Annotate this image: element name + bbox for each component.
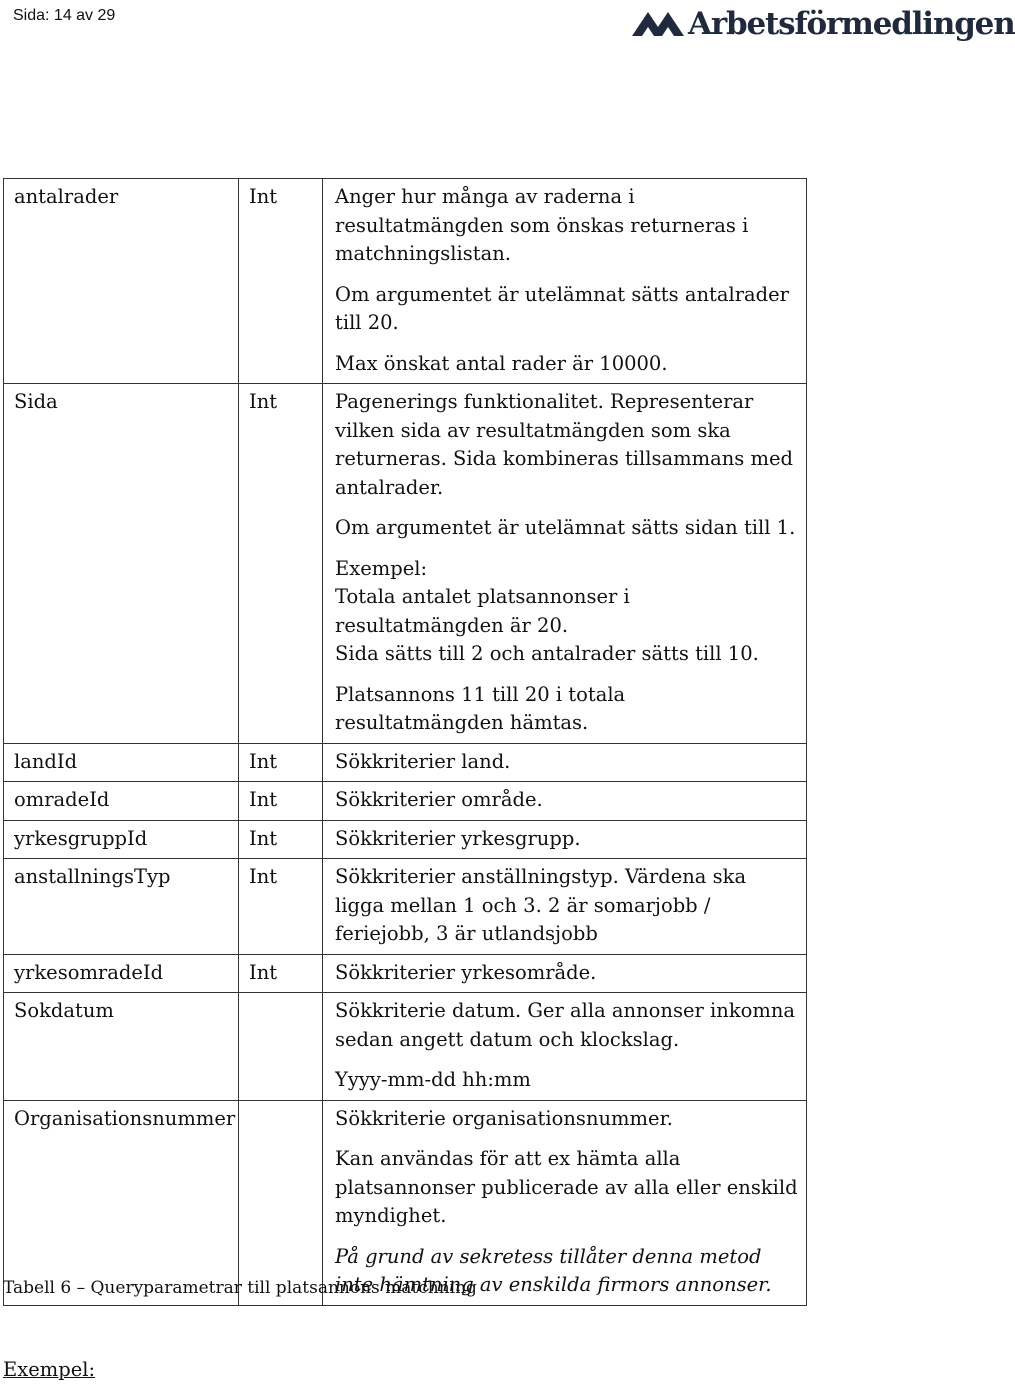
section-heading: Exempel:	[3, 1358, 96, 1381]
parameter-description	[323, 1100, 807, 1305]
logo-text: Arbetsförmedlingen	[688, 6, 1015, 42]
description-paragraph: Sida sätts till 2 och antalrader sätts till 10.	[335, 642, 759, 665]
description-paragraph: På grund av sekretess tillåter denna metod inte hämtning av enskilda firmors annonser.	[335, 1244, 772, 1296]
parameter-type: Int	[239, 743, 323, 782]
parameter-name: Sida	[4, 384, 239, 744]
description-paragraph: Sökkriterie organisationsnummer.	[335, 1106, 673, 1130]
parameter-type: Int	[239, 820, 323, 859]
description-paragraph: Yyyy-mm-dd hh:mm	[335, 1068, 531, 1091]
parameter-name: yrkesgruppId	[4, 820, 239, 859]
description-paragraph: Sökkriterier område.	[335, 788, 543, 811]
description-paragraph: Sökkriterier yrkesgrupp.	[335, 826, 581, 850]
parameter-type	[239, 993, 323, 1101]
description-paragraph: Exempel:	[335, 556, 428, 580]
query-parameter-table	[3, 178, 807, 1306]
description-paragraph: Sökkriterier anställningstyp. Värdena ska ligga mellan 1 och 3. 2 är somarjobb / feriejobb, 3 är utlandsjobb	[335, 865, 747, 945]
parameter-description	[323, 859, 807, 955]
parameter-description	[323, 179, 807, 384]
description-paragraph: Om argumentet är utelämnat sätts antalrader till 20.	[335, 282, 790, 334]
arbetsformedlingen-logo-icon	[630, 6, 686, 42]
parameter-name: yrkesomradeId	[4, 954, 239, 993]
parameter-description	[323, 820, 807, 859]
table-row	[4, 993, 807, 1101]
description-paragraph: Platsannons 11 till 20 i totala resultatmängden hämtas.	[335, 682, 626, 734]
parameter-type: Int	[239, 179, 323, 384]
table-row	[4, 179, 807, 384]
parameter-name: Sokdatum	[4, 993, 239, 1101]
parameter-type: Int	[239, 782, 323, 821]
parameter-type: Int	[239, 859, 323, 955]
description-paragraph: Max önskat antal rader är 10000.	[335, 351, 668, 375]
parameter-type: Int	[239, 384, 323, 744]
page-number: Sida: 14 av 29	[13, 7, 116, 24]
parameter-description	[323, 993, 807, 1101]
parameter-type: Int	[239, 954, 323, 993]
parameter-name: antalrader	[4, 179, 239, 384]
description-paragraph: Sökkriterier land.	[335, 749, 511, 773]
table-row	[4, 384, 807, 744]
description-paragraph: Totala antalet platsannonser i resultatmängden är 20.	[335, 585, 630, 637]
table-caption: Tabell 6 – Queryparametrar till platsannons matchning	[3, 1278, 477, 1298]
parameter-type	[239, 1100, 323, 1305]
description-paragraph: Kan användas för att ex hämta alla platsannonser publicerade av alla eller enskild myndighet.	[335, 1147, 798, 1227]
description-paragraph: Sökkriterie datum. Ger alla annonser inkomna sedan angett datum och klockslag.	[335, 999, 796, 1051]
parameter-description	[323, 384, 807, 744]
table-row	[4, 820, 807, 859]
logo	[630, 2, 1015, 46]
table-row	[4, 782, 807, 821]
description-paragraph: Om argumentet är utelämnat sätts sidan till 1.	[335, 516, 796, 539]
description-paragraph: Anger hur många av raderna i resultatmängden som önskas returneras i matchningslistan.	[335, 185, 749, 265]
table-row	[4, 743, 807, 782]
parameter-description	[323, 782, 807, 821]
parameter-description	[323, 954, 807, 993]
table-row	[4, 859, 807, 955]
parameter-name: omradeId	[4, 782, 239, 821]
table-row	[4, 1100, 807, 1305]
parameter-description	[323, 743, 807, 782]
table-row	[4, 954, 807, 993]
parameter-name: anstallningsTyp	[4, 859, 239, 955]
description-paragraph: Pagenerings funktionalitet. Representerar vilken sida av resultatmängden som ska returneras. Sida kombineras tillsammans med antalrader.	[335, 390, 794, 499]
parameter-name: landId	[4, 743, 239, 782]
description-paragraph: Sökkriterier yrkesområde.	[335, 960, 597, 984]
parameter-name: Organisationsnummer	[4, 1100, 239, 1305]
